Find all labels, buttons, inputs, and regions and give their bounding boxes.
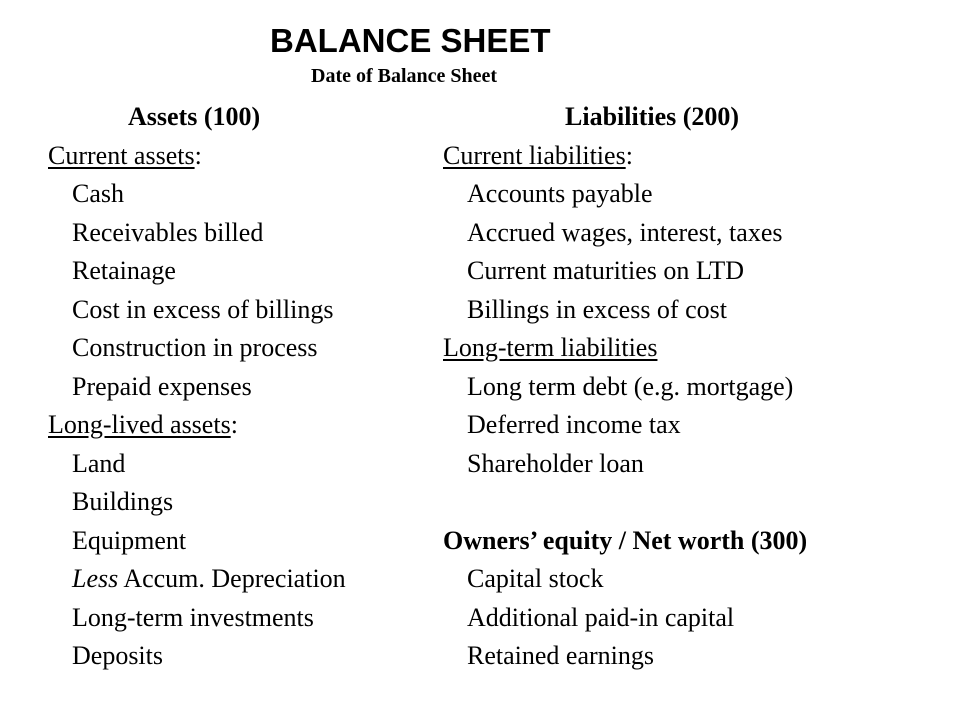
current-assets-heading: Current assets: bbox=[48, 140, 202, 170]
asset-item: Land bbox=[72, 448, 126, 478]
liability-item: Shareholder loan bbox=[467, 448, 644, 478]
equity-item: Retained earnings bbox=[467, 641, 654, 670]
assets-header: Assets (100) bbox=[128, 102, 261, 131]
equity-item: Capital stock bbox=[467, 564, 604, 593]
depreciation-item bbox=[48, 560, 448, 599]
current-liabilities-label: Current liabilities bbox=[443, 140, 626, 170]
asset-item: Construction in process bbox=[72, 333, 318, 362]
longterm-liabilities-label: Long-term liabilities bbox=[443, 333, 658, 362]
asset-item: Cash bbox=[72, 179, 124, 208]
liability-item: Deferred income tax bbox=[467, 410, 681, 439]
page-title: BALANCE SHEET bbox=[270, 22, 551, 59]
asset-item: Buildings bbox=[72, 487, 174, 516]
asset-item: Cost in excess of billings bbox=[72, 294, 334, 324]
liabilities-column bbox=[443, 98, 943, 676]
longlived-assets-label: Long-lived assets bbox=[48, 410, 231, 439]
liability-item: Current maturities on LTD bbox=[467, 256, 745, 285]
equity-header: Owners’ equity / Net worth (300) bbox=[443, 525, 808, 555]
current-liabilities-heading: Current liabilities: bbox=[443, 140, 633, 170]
liabilities-header: Liabilities (200) bbox=[565, 102, 740, 131]
longlived-assets-heading: Long-lived assets: bbox=[48, 410, 238, 439]
spacer bbox=[443, 483, 943, 522]
asset-item: Prepaid expenses bbox=[72, 371, 252, 401]
page-subtitle: Date of Balance Sheet bbox=[311, 65, 498, 87]
asset-item: Receivables billed bbox=[72, 217, 264, 247]
equity-item: Additional paid-in capital bbox=[467, 602, 735, 632]
liability-item: Billings in excess of cost bbox=[467, 294, 727, 324]
current-assets-label: Current assets bbox=[48, 140, 195, 170]
asset-item: Retainage bbox=[72, 256, 176, 285]
assets-column bbox=[48, 98, 448, 676]
longterm-liabilities-heading bbox=[443, 329, 943, 368]
asset-item: Equipment bbox=[72, 525, 187, 555]
asset-item: Long-term investments bbox=[72, 602, 314, 632]
liability-item: Long term debt (e.g. mortgage) bbox=[467, 371, 794, 401]
liability-item: Accounts payable bbox=[467, 179, 653, 208]
depreciation-rest: Accum. Depreciation bbox=[118, 564, 346, 593]
asset-item: Deposits bbox=[72, 641, 163, 670]
liability-item: Accrued wages, interest, taxes bbox=[467, 217, 783, 247]
depreciation-prefix: Less bbox=[72, 564, 119, 593]
